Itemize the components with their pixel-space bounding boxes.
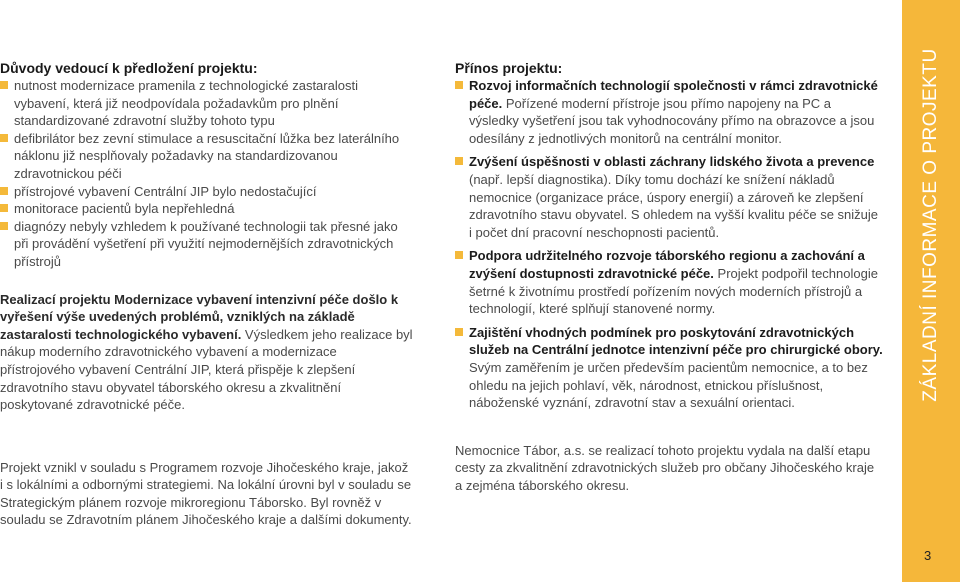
bullet-square-icon xyxy=(0,222,8,230)
list-item: Rozvoj informačních technologií společnosti v rámci zdravotnické péče. Pořízené moderní přístroje jsou přímo napojeny na PC a výsledky vyšetření jsou tak vyhodnocovány přímo na obrazovce a jsou odesílány z jednotlivých monitorů na centrální monitor. xyxy=(455,77,883,147)
reasons-list xyxy=(0,77,414,271)
bullet-square-icon xyxy=(0,81,8,89)
bullet-square-icon xyxy=(0,204,8,212)
bullet-square-icon xyxy=(0,134,8,142)
list-item: defibrilátor bez zevní stimulace a resuscitační lůžka bez laterálního náklonu již nesplňovaly požadavky na standardizovanou zdravotnickou péči xyxy=(0,130,414,183)
bullet-square-icon xyxy=(455,81,463,89)
sidebar-title: ZÁKLADNÍ INFORMACE O PROJEKTU xyxy=(920,48,941,402)
hospital-footer-paragraph: Nemocnice Tábor, a.s. se realizací tohoto projektu vydala na další etapu cesty za zkvalitnění zdravotnických služeb pro občany Jihočeského kraje a zejména táborského okresu. xyxy=(455,442,875,493)
bullet-square-icon xyxy=(455,328,463,336)
realization-text: Výsledkem jeho realizace byl nákup moderního zdravotnického vybavení a modernizace přístrojového vybavení Centrální JIP, která přispěje k zlepšení zdravotního stavu obyvatel táborského okresu a zkvalitnění poskytované zdravotnické péče. xyxy=(0,326,413,413)
left-column xyxy=(0,60,414,529)
bullet-square-icon xyxy=(0,187,8,195)
list-item: Podpora udržitelného rozvoje táborského regionu a zachování a zvýšení dostupnosti zdravotnické péče. Projekt podpořil technologie šetrné k životnímu prostředí pořízením nových moderních přístrojů a technologií, které splňují stanovené normy. xyxy=(455,247,883,317)
list-item: monitorace pacientů byla nepřehledná xyxy=(0,200,414,218)
sidebar-band xyxy=(902,0,960,582)
list-item: nutnost modernizace pramenila z technologické zastaralosti vybavení, která již neodpovídala požadavkům pro plnění standardizované zdravotní služby tohoto typu xyxy=(0,77,414,130)
strategy-footer-paragraph: Projekt vznikl v souladu s Programem rozvoje Jihočeského kraje, jakož i s lokálními a odbornými strategiemi. Na lokální úrovni byl v souladu se Strategickým plánem rozvoje mikroregionu Táborsko. Byl rovněž v souladu se Zdravotním plánem Jihočeského kraje a dalšími dokumenty. xyxy=(0,459,412,528)
list-item: diagnózy nebyly vzhledem k používané technologii tak přesné jako při provádění vyšetření při využití nejmodernějších zdravotnických přístrojů xyxy=(0,218,414,271)
reasons-heading: Důvody vedoucí k předložení projektu: xyxy=(0,60,258,76)
bullet-square-icon xyxy=(455,251,463,259)
bullet-square-icon xyxy=(455,157,463,165)
right-column xyxy=(455,60,883,494)
benefits-list xyxy=(455,77,883,412)
page-number: 3 xyxy=(924,548,932,563)
list-item: Zvýšení úspěšnosti v oblasti záchrany lidského života a prevence (např. lepší diagnostika). Díky tomu dochází ke snížení nákladů nemocnice (organizace práce, úspory energií) a zároveň ke zlepšení zdravotního stavu obyvatel. S ohledem na vyšší kvalitu péče se snižuje i počet dní pracovní neschopnosti pacientů. xyxy=(455,153,883,241)
benefits-heading: Přínos projektu: xyxy=(455,60,563,76)
list-item: Zajištění vhodných podmínek pro poskytování zdravotnických služeb na Centrální jednotce intenzivní péče pro chirurgické obory. Svým zaměřením je určen především pacientům nemocnice, a to bez ohledu na jejich pohlaví, věk, národnost, etnickou příslušnost, náboženské vyznání, zdravotní stav a sexuální orientaci. xyxy=(455,324,883,412)
realization-bold-text: Realizací projektu Modernizace vybavení intenzivní péče došlo k vyřešení výše uvedených problémů, vzniklých na základě zastaralosti technologického vybavení. xyxy=(0,291,399,342)
list-item: přístrojové vybavení Centrální JIP bylo nedostačující xyxy=(0,183,414,201)
realization-paragraph xyxy=(0,291,414,414)
